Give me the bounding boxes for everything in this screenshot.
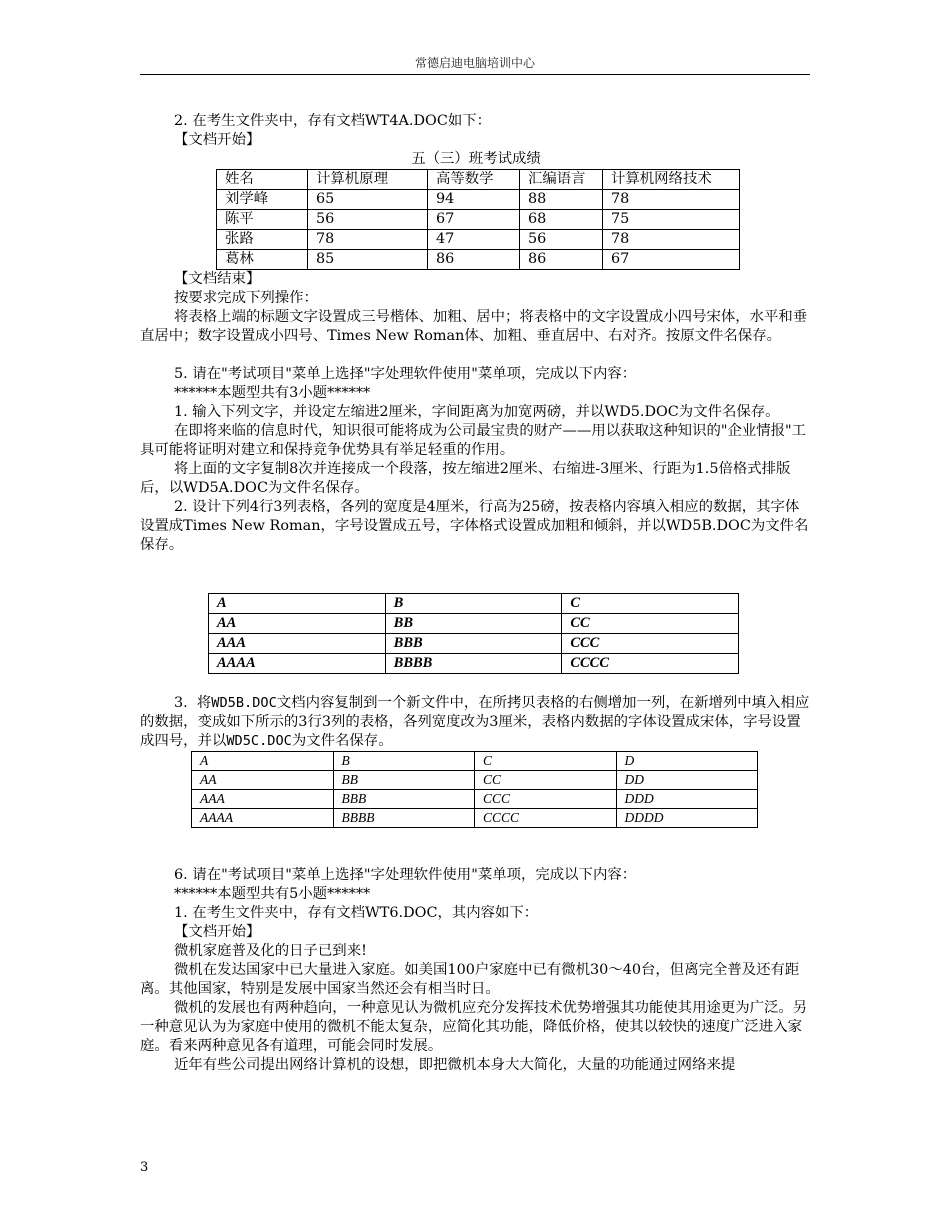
table-cell: 计算机网络技术 [603,170,740,190]
table-cell: BBB [385,634,562,654]
table-row [217,170,740,190]
table-row [192,790,758,809]
table-cell: 78 [603,190,740,210]
table-cell: 78 [603,230,740,250]
table-cell: 刘学峰 [217,190,308,210]
q3-filename-2: WD5C.DOC [226,733,292,749]
sec5-title: 5. 请在"考试项目"菜单上选择"字处理软件使用"菜单项，完成以下内容： [174,366,637,382]
table-cell: 张路 [217,230,308,250]
table-cell: B [385,594,562,614]
table-cell: DDDD [616,809,758,828]
sec2-intro: 2. 在考生文件夹中，存有文档WT4A.DOC如下： [174,113,492,129]
table-cell: 葛林 [217,250,308,270]
sec6-title: 6. 请在"考试项目"菜单上选择"字处理软件使用"菜单项，完成以下内容： [174,867,637,883]
q3-filename-1: WD5B.DOC [211,695,277,711]
q3-part2: 文档内容复制到一个新文件中，在所拷贝表格的右侧增加一列，在新增列中填入相应的数据，变成如下所示的3行3列的表格，各列宽度改为3厘米，表格内数据的字体设置成宋体，字号设置成四号，并以 [140,695,810,749]
score-table [216,169,740,270]
sec5-q1-copy: 将上面的文字复制8次并连接成一个段落，按左缩进2厘米、右缩进-3厘米、行距为1.5倍格式排版后，以WD5A.DOC为文件名保存。 [140,461,791,496]
table-row [192,809,758,828]
table-cell: 94 [428,190,520,210]
table-cell: AA [192,771,334,790]
table-cell: 75 [603,210,740,230]
abc-table [208,593,739,674]
table-cell: CCC [475,790,617,809]
page-header: 常德启迪电脑培训中心 [414,56,535,70]
table-cell: CCCC [475,809,617,828]
table-row [217,210,740,230]
table-cell: AAA [192,790,334,809]
header-divider [140,74,810,75]
table-cell: A [209,594,386,614]
table-cell: BBBB [385,654,562,674]
table-cell: AAAA [192,809,334,828]
sec5-q3 [140,694,812,751]
sec2-requirement: 按要求完成下列操作： [174,290,318,306]
table-cell: 85 [308,250,428,270]
q3-part3: 为文件名保存。 [291,733,393,749]
table-cell: 56 [520,230,603,250]
sec6-p2: 微机的发展也有两种趋向，一种意见认为微机应充分发挥技术优势增强其功能使其用途更为广泛。另一种意见认为为家庭中使用的微机不能太复杂，应简化其功能，降低价格，使其以较快的速度广泛进入家庭。看来两种意见各有道理，可能会同时发展。 [140,1000,808,1054]
sec6-doc-start: 【文档开始】 [174,924,261,940]
table-cell: A [192,752,334,771]
table-row [209,614,739,634]
table-row [192,771,758,790]
table-cell: 高等数学 [428,170,520,190]
sec5-q2: 2. 设计下列4行3列表格，各列的宽度是4厘米，行高为25磅，按表格内容填入相应的数据，其字体设置成Times New Roman，字号设置成五号，字体格式设置成加粗和倾斜，并以WD5B.DOC为文件名保存。 [140,499,809,553]
sec2-instruction: 将表格上端的标题文字设置成三号楷体、加粗、居中；将表格中的文字设置成小四号宋体，水平和垂直居中；数字设置成小四号、Times New Roman体、加粗、垂直居中、右对齐。按原文件名保存。 [140,309,808,344]
table-cell: DDD [616,790,758,809]
table-cell: DD [616,771,758,790]
table-cell: AAAA [209,654,386,674]
table-cell: 78 [308,230,428,250]
sec6-p3: 近年有些公司提出网络计算机的设想，即把微机本身大大简化，大量的功能通过网络来提 [174,1057,736,1073]
table-cell: 计算机原理 [308,170,428,190]
table-cell: BB [385,614,562,634]
table-row [217,250,740,270]
table-cell: 67 [428,210,520,230]
page-body [140,112,812,1075]
q3-num: 3. [174,695,188,711]
table1-caption: 五（三）班考试成绩 [411,151,541,167]
table-cell: 陈平 [217,210,308,230]
table-cell: 88 [520,190,603,210]
table-cell: BBBB [333,809,475,828]
table-cell: 68 [520,210,603,230]
table-row [209,654,739,674]
table-cell: 56 [308,210,428,230]
table-cell: CCCC [562,654,739,674]
sec2-doc-end: 【文档结束】 [174,271,261,287]
table-cell: C [475,752,617,771]
table-cell: 47 [428,230,520,250]
sec6-count: ******本题型共有5小题****** [174,886,371,902]
sec6-headline: 微机家庭普及化的日子已到来! [174,943,367,959]
table-cell: 姓名 [217,170,308,190]
table-row [209,594,739,614]
table-cell: 86 [428,250,520,270]
sec2-doc-start: 【文档开始】 [174,132,261,148]
table-cell: 汇编语言 [520,170,603,190]
table-cell: AA [209,614,386,634]
table-cell: 86 [520,250,603,270]
table-cell: BBB [333,790,475,809]
sec6-p1: 微机在发达国家中已大量进入家庭。如美国100户家庭中已有微机30～40台，但离完全普及还有距离。其他国家，特别是发展中国家当然还会有相当时日。 [140,962,800,997]
q3-part1: 将 [196,695,212,711]
page-number: 3 [140,1160,149,1175]
table-cell: C [562,594,739,614]
table-cell: B [333,752,475,771]
sec5-count: ******本题型共有3小题****** [174,385,371,401]
table-row [217,230,740,250]
table-cell: 65 [308,190,428,210]
table-cell: BB [333,771,475,790]
table-cell: CC [562,614,739,634]
table-row [209,634,739,654]
table-cell: 67 [603,250,740,270]
abcd-table [191,751,758,828]
sec5-q1-text: 在即将来临的信息时代，知识很可能将成为公司最宝贵的财产——用以获取这种知识的"企业情报"工具可能将证明对建立和保持竞争优势具有举足轻重的作用。 [140,423,807,458]
table-cell: AAA [209,634,386,654]
table-cell: D [616,752,758,771]
table-row [192,752,758,771]
table-cell: CCC [562,634,739,654]
sec5-q1: 1. 输入下列文字，并设定左缩进2厘米，字间距离为加宽两磅，并以WD5.DOC为文件名保存。 [174,404,780,420]
table-cell: CC [475,771,617,790]
sec6-q1: 1. 在考生文件夹中，存有文档WT6.DOC，其内容如下： [174,905,539,921]
table-row [217,190,740,210]
